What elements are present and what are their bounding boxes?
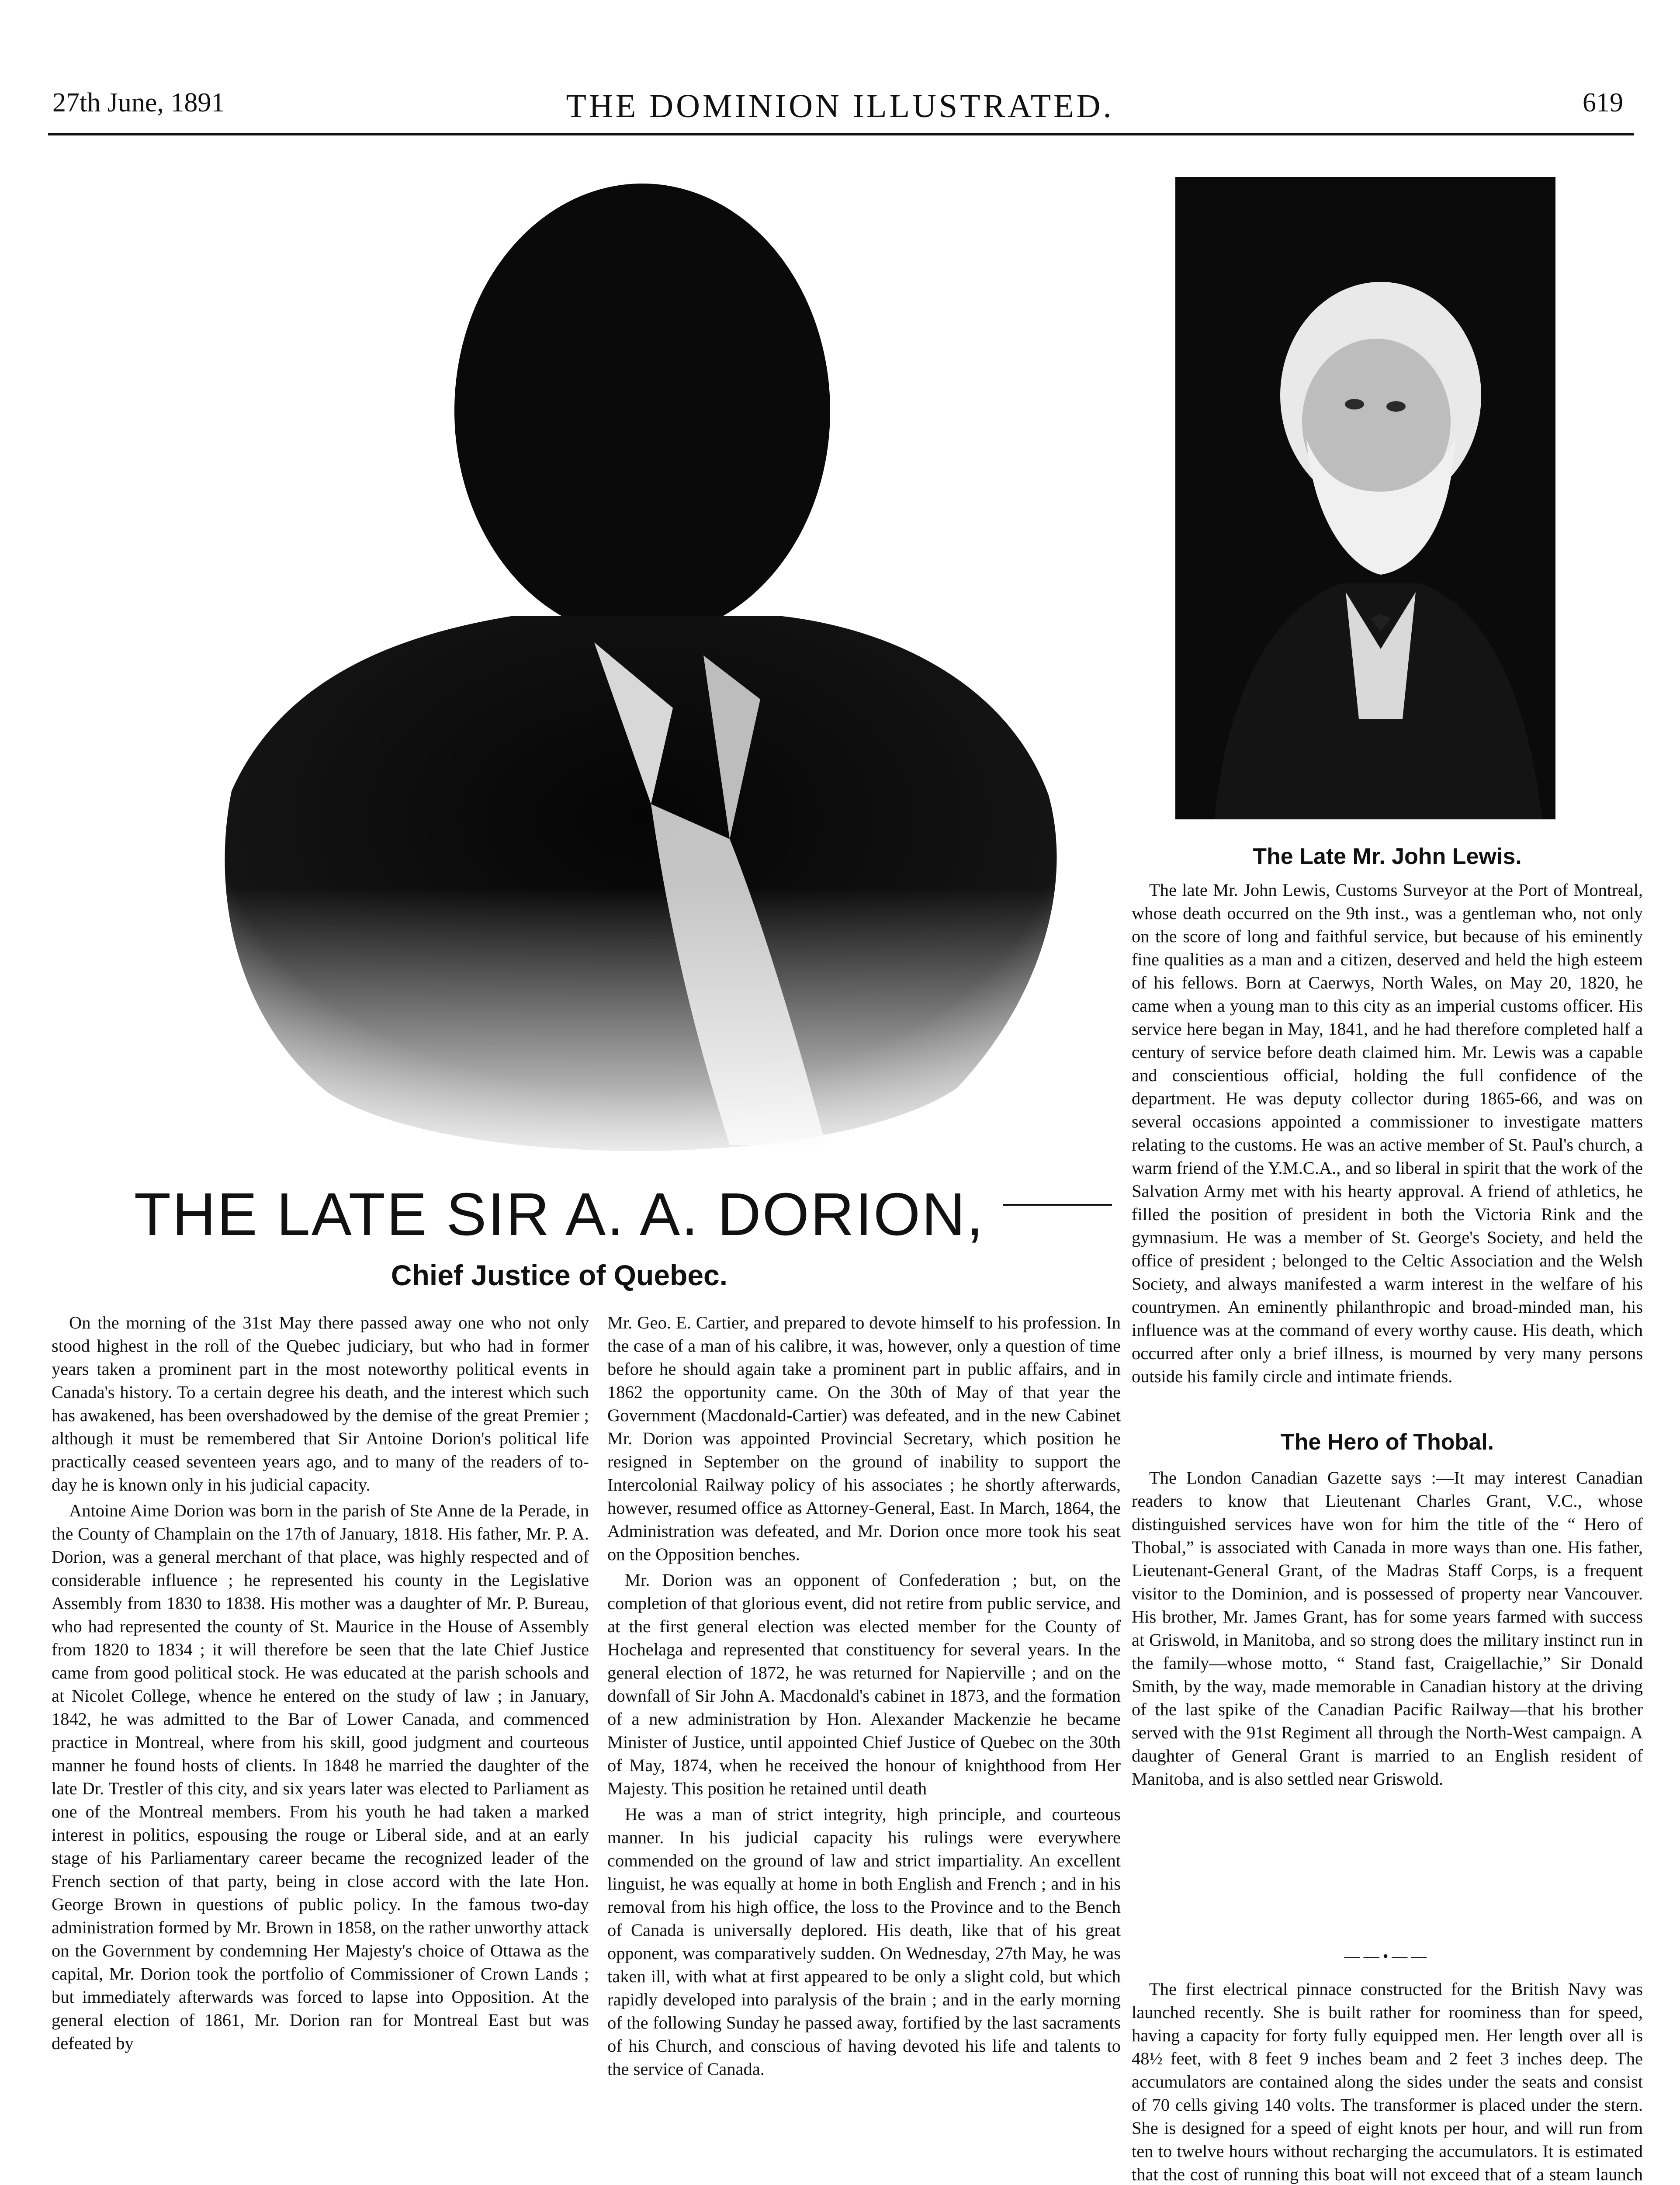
paragraph: The late Mr. John Lewis, Customs Surveyor at the Port of Montreal, whose death occurred on the 9th inst., was a gentleman who, not only on the score of long and faithful service, but because of his eminently fine qualities as a man and a citizen, deserved and held the high esteem of his fellows. Born at Caerwys, North Wales, on May 20, 1820, he came when a young man to this city as an imperial customs officer. His service here began in May, 1841, and he had therefore completed half a century of service before death claimed him. Mr. Lewis was a capable and conscientious official, holding the full confidence of the department. He was deputy collector during 1865-66, and was on several occasions appointed a commissioner to investigate matters relating to the customs. He was an active member of St. Paul's church, a warm friend of the Y.M.C.A., and so liberal in spirit that the work of the Salvation Army met with his hearty approval. A friend of athletics, he filled the position of president in both the Victoria Rink and the gymnasium. He was a member of St. George's Society, and held the office of president ; belonged to the Celtic Association and the Welsh Society, and always manifested a warm interest in the welfare of his countrymen. An eminently philanthropic and broad-minded man, his influence was at the command of every worthy cause. His death, which occurred after only a brief illness, is mourned by very many persons outside his family circle and intimate friends. bbox=[1132, 880, 1643, 1386]
thobal-article bbox=[1132, 1466, 1643, 1790]
dorion-article-column-2 bbox=[607, 1311, 1121, 2185]
lewis-title: The Late Mr. John Lewis. bbox=[1253, 844, 1522, 869]
main-headline: THE LATE SIR A. A. DORION, bbox=[134, 1181, 985, 1248]
portrait-lewis-photo bbox=[1175, 177, 1555, 819]
paragraph: On the morning of the 31st May there passed away one who not only stood highest in the roll of the Quebec judiciary, but who had in former years taken a prominent part in the most noteworthy political events in Canada's history. To a certain degree his death, and the interest which such has awakened, has been overshadowed by the demise of the great Premier ; although it must be remembered that Sir Antoine Dorion's political life practically ceased seventeen years ago, and to many of the readers of to-day he is known only in his judicial capacity. bbox=[52, 1313, 589, 1495]
paragraph: He was a man of strict integrity, high principle, and courteous manner. In his judicial capacity his rulings were everywhere commended on the ground of law and strict impartiality. An excellent linguist, he was equally at home in both English and French ; and in his removal from his high office, the loss to the Province and to the Bench of Canada is universally deplored. His death, like that of his great opponent, was comparatively sudden. On Wednesday, 27th May, he was taken ill, with what at first appeared to be only a slight cold, but which rapidly developed into paralysis of the brain ; and in the early morning of the following Sunday he passed away, fortified by the last sacraments of his Church, and conscious of having devoted his life and talents to the service of Canada. bbox=[607, 1804, 1121, 2079]
page-number: 619 bbox=[1583, 88, 1623, 118]
paragraph: Mr. Dorion was an opponent of Confederation ; but, on the completion of that glorious event, did not retire from public service, and at the first general election was elected member for the County of Hochelaga and represented that constituency for several years. In the general election of 1872, he was returned for Napierville ; and on the downfall of Sir John A. Macdonald's cabinet in 1873, and the formation of a new administration by Hon. Alexander Mackenzie he became Minister of Justice, until appointed Chief Justice of Quebec on the 30th of May, 1874, when he received the honour of knighthood from Her Majesty. This position he retained until death bbox=[607, 1570, 1121, 1798]
lewis-article bbox=[1132, 878, 1643, 1388]
issue-date: 27th June, 1891 bbox=[52, 88, 225, 118]
paragraph: Mr. Geo. E. Cartier, and prepared to devote himself to his profession. In the case of a man of his calibre, it was, however, only a question of time before he should again take a prominent part in public affairs, and in 1862 the opportunity came. On the 30th of May of that year the Government (Macdonald-Cartier) was defeated, and in the new Cabinet Mr. Dorion was appointed Provincial Secretary, which position he resigned in September on the ground of inability to support the Intercolonial Railway policy of his associates ; he shortly afterwards, however, resumed office as Attorney-General, East. In March, 1864, the Administration was defeated, and Mr. Dorion once more took his seat on the Opposition benches. bbox=[607, 1313, 1121, 1564]
main-headline-container bbox=[0, 1180, 1119, 1249]
main-subhead: Chief Justice of Quebec. bbox=[391, 1259, 728, 1291]
section-divider: ——•—— bbox=[1344, 1947, 1431, 1965]
paragraph: The first electrical pinnace constructed for the British Navy was launched recently. She is built rather for roominess than for speed, having a capacity for forty fully equipped men. Her length over all is 48½ feet, with 8 feet 9 inches beam and 2 feet 3 inches deep. The accumulators are contained along the sides under the seats and consist of 70 cells giving 140 volts. The transformer is placed under the stern. She is designed for a speed of eight knots per hour, and will run from ten to twelve hours without recharging the accumulators. It is estimated that the cost of running this boat will not exceed that of a steam launch bbox=[1132, 1979, 1643, 2184]
header-rule bbox=[48, 133, 1634, 135]
pinnace-article bbox=[1132, 1977, 1643, 2185]
headline-rule bbox=[1003, 1204, 1112, 1206]
paragraph: The London Canadian Gazette says :—It may interest Canadian readers to know that Lieutenant Charles Grant, V.C., whose distinguished services have won for him the title of the “ Hero of Thobal,” is associated with Canada in more ways than one. His father, Lieutenant-General Grant, of the Madras Staff Corps, is a frequent visitor to the Dominion, and is possessed of property near Vancouver. His brother, Mr. James Grant, has for some years farmed with success at Griswold, in Manitoba, and so strong does the military instinct run in the family—whose motto, “ Stand fast, Craigellachie,” Sir Donald Smith, by the way, made memorable in Canadian history at the driving of the last spike of the Canadian Pacific Railway—that his brother served with the 91st Regiment all through the North-West campaign. A daughter of General Grant is married to an English resident of Manitoba, and is also settled near Griswold. bbox=[1132, 1468, 1643, 1789]
paragraph: Antoine Aime Dorion was born in the parish of Ste Anne de la Perade, in the County of Champlain on the 17th of January, 1818. His father, Mr. P. A. Dorion, was a general merchant of that place, was highly respected and of considerable influence ; he represented his county in the Legislative Assembly from 1830 to 1838. His mother was a daughter of Mr. P. Bureau, who had represented the county of St. Maurice in the House of Assembly from 1820 to 1834 ; it will therefore be seen that the late Chief Justice came from good political stock. He was educated at the parish schools and at Nicolet College, whence he entered on the study of law ; in January, 1842, he was admitted to the Bar of Lower Canada, and commenced practice in Montreal, where from his skill, good judgment and courteous manner he found hosts of clients. In 1848 he married the daughter of the late Dr. Trestler of this city, and six years later was elected to Parliament as one of the Montreal members. From his youth he had taken a marked interest in politics, espousing the rouge or Liberal side, and at an early stage of his Parliamentary career became the recognized leader of the French section of that party, being in close accord with the late Hon. George Brown in questions of public policy. In the famous two-day administration formed by Mr. Brown in 1858, on the rather unworthy attack on the Government by condemning Her Majesty's choice of Ottawa as the capital, Mr. Dorion took the portfolio of Commissioner of Crown Lands ; but immediately afterwards was forced to lapse into Opposition. At the general election of 1861, Mr. Dorion ran for Montreal East but was defeated by bbox=[52, 1501, 589, 2053]
masthead-title: THE DOMINION ILLUSTRATED. bbox=[566, 88, 1114, 125]
dorion-article-column-1 bbox=[52, 1311, 589, 2185]
portrait-dorion-image bbox=[179, 184, 1088, 1189]
thobal-title: The Hero of Thobal. bbox=[1280, 1429, 1494, 1455]
